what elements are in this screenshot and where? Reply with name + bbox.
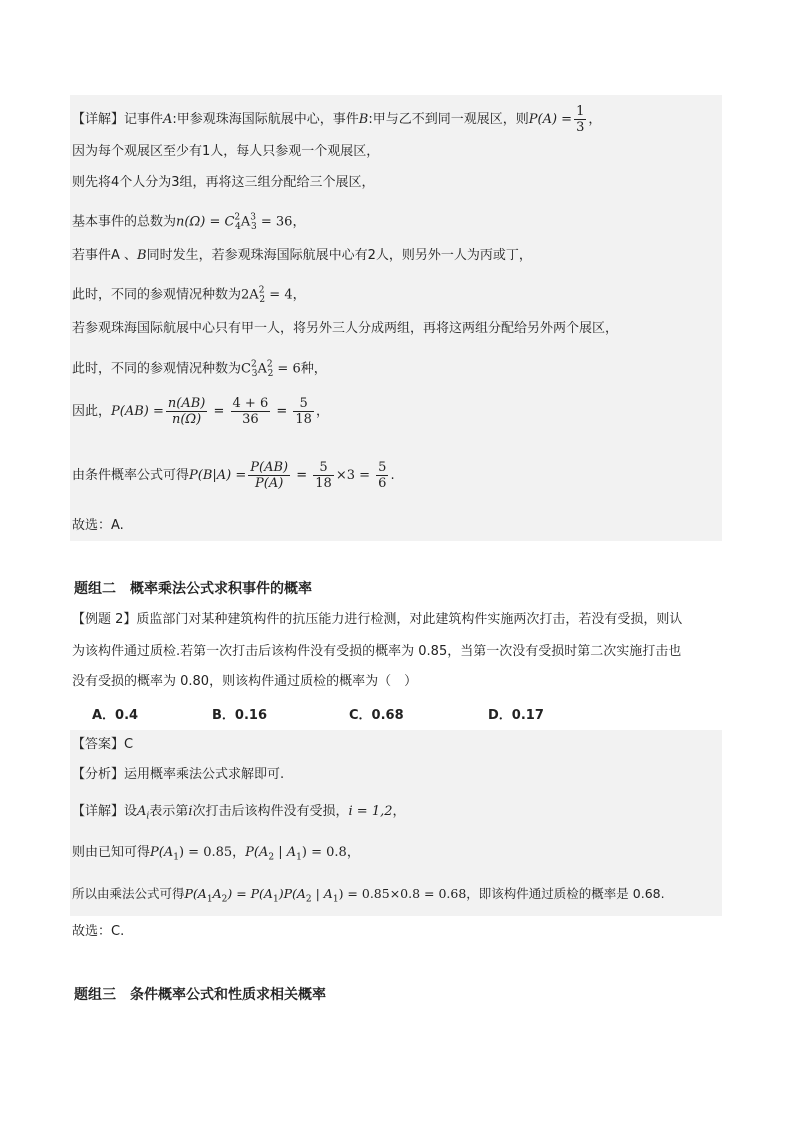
question-line-2: 为该构件通过质检.若第一次打击后该构件没有受损的概率为 0.85，当第一次没有受损时第二次实施打击也: [72, 644, 682, 659]
detail-line-3: 则先将4个人分为3组，再将这三组分配给三个展区，: [72, 175, 375, 190]
detail-line-8: 此时，不同的参观情况种数为$C^2_3A^2_2 = 6$种，: [72, 360, 327, 379]
detail2-line-1: 【详解】设$A_i$表示第i次打击后该构件没有受损，i = 1,2，: [72, 804, 406, 822]
fraction-one-third: $\frac{1}{3}$: [576, 104, 585, 135]
detail-line-7: 若参观珠海国际航展中心只有甲一人，将另外三人分成两组，再将这两组分配给另外两个展区，: [72, 321, 619, 336]
detail-line-2: 因为每个观展区至少有1人，每人只参观一个观展区，: [72, 144, 380, 159]
question-line-1: 【例题 2】质监部门对某种建筑构件的抗压能力进行检测，对此建筑构件实施两次打击，若没有受损，则认: [72, 612, 683, 627]
option-a: A．0.4: [92, 708, 139, 723]
detail-line-11: 故选：A.: [72, 518, 124, 533]
detail2-line-4: 故选：C.: [72, 924, 125, 939]
analysis-line: 【分析】运用概率乘法公式求解即可.: [72, 767, 285, 782]
detail-line-10: 由条件概率公式可得P(B|A) = $\frac{P(AB)}{P(A)}$ = $\frac{5}{18}$ ×3 = $\frac{5}{6}$ .: [72, 460, 395, 491]
detail2-line-3: 所以由乘法公式可得$P(A_1A_2) = P(A_1)P(A_2$ | $A_1) = 0.85\times 0.8 = 0.68$，即该构件通过质检的概率是 0.68.: [72, 886, 665, 905]
question-line-3: 没有受损的概率为 0.80，则该构件通过质检的概率为（ ）: [72, 674, 418, 689]
section-2-title: 题组二 概率乘法公式求积事件的概率: [74, 581, 312, 597]
detail2-line-2: 则由已知可得$P(A_1) = 0.85$，$P(A_2$ | $A_1) = 0.8$，: [72, 845, 360, 863]
detail-line-9: 因此，P(AB) = $\frac{n(AB)}{n(\Omega)}$ = $\frac{4 + 6}{36}$ = $\frac{5}{18}$ ，: [72, 396, 329, 427]
option-c: C．0.68: [349, 708, 404, 723]
option-d: D．0.17: [488, 708, 544, 723]
option-b: B．0.16: [212, 708, 267, 723]
detail-line-4: 基本事件的总数为$n(\Omega) = C^2_4A^3_3 = 36$，: [72, 213, 306, 232]
detail-line-1: 【详解】记事件A:甲参观珠海国际航展中心，事件B:甲与乙不到同一观展区，则P(A) = $\frac{1}{3}$ ，: [72, 104, 602, 135]
detail-line-5: 若事件A 、B同时发生，若参观珠海国际航展中心有2人，则另外一人为丙或丁，: [72, 248, 532, 263]
detail-line-6: 此时，不同的参观情况种数为$2A^2_2 = 4$，: [72, 286, 306, 305]
section-3-title: 题组三 条件概率公式和性质求相关概率: [74, 987, 326, 1003]
answer-line: 【答案】C: [72, 737, 134, 752]
